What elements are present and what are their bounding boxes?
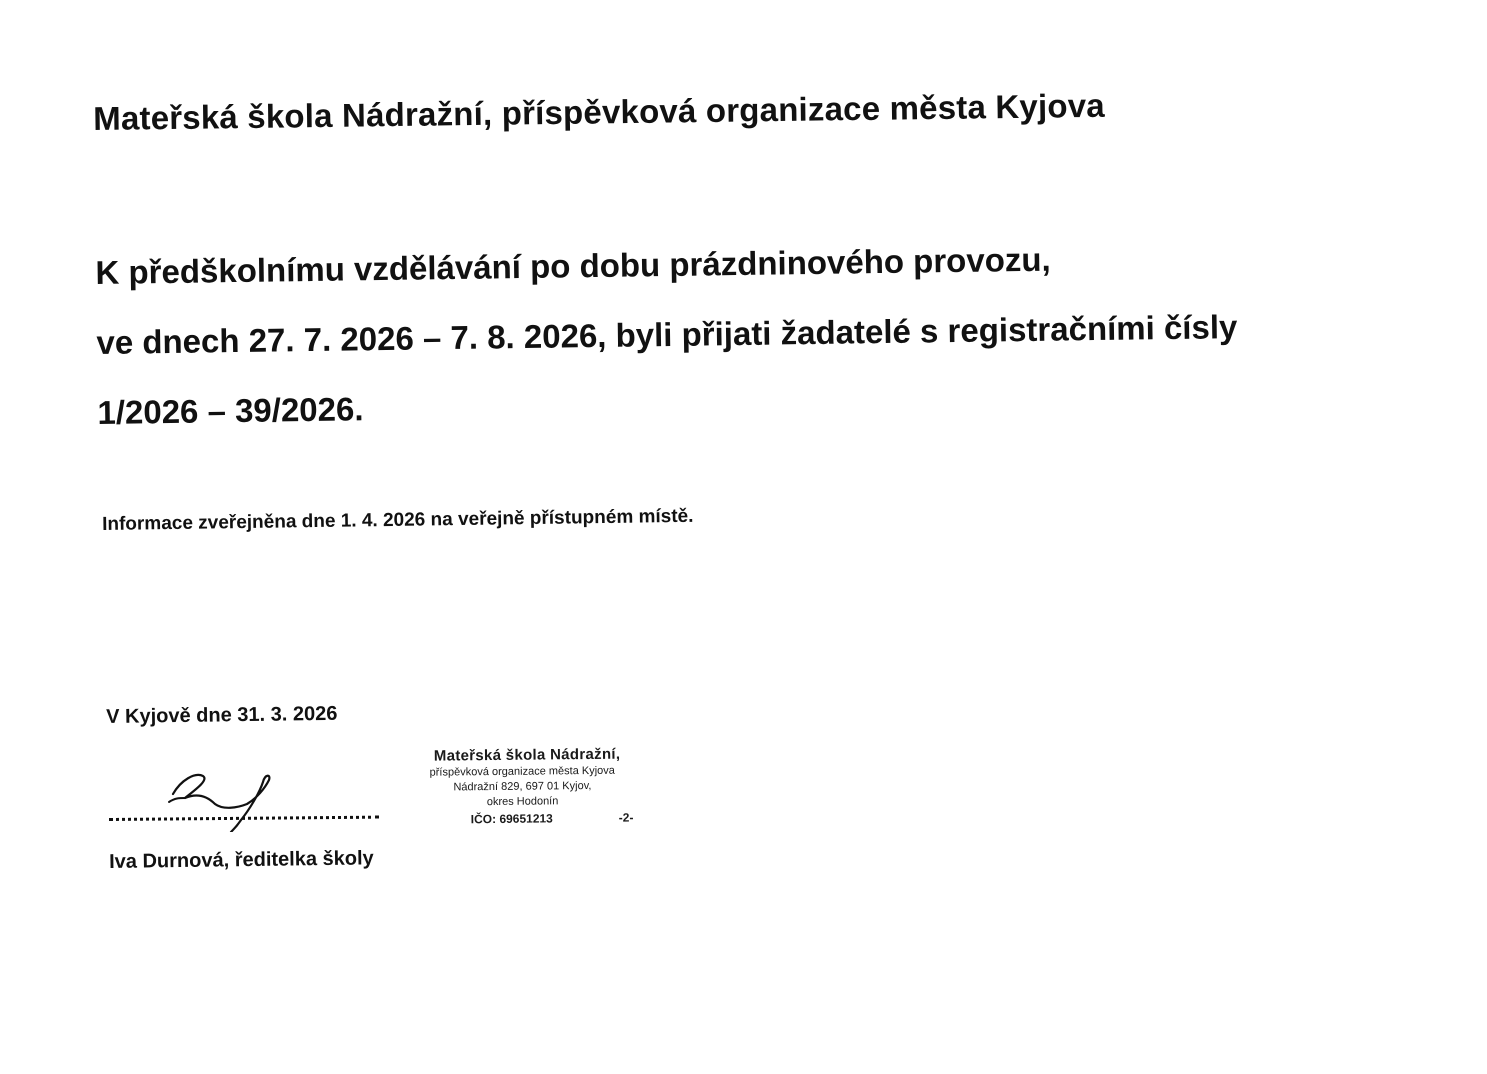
announcement-line: ve dnech 27. 7. 2026 – 7. 8. 2026, byli přijati žadatelé s registračními čísly — [96, 308, 1238, 361]
announcement-text — [95, 222, 1239, 448]
stamp-ico: IČO: 69651213 — [470, 811, 553, 827]
announcement-line: K předškolnímu vzdělávání po dobu prázdninového provozu, — [95, 240, 1051, 291]
stamp-number: -2- — [618, 810, 634, 825]
publication-note: Informace zveřejněna dne 1. 4. 2026 na veřejně přístupném místě. — [102, 505, 694, 535]
handwritten-signature — [165, 768, 285, 832]
announcement-line: 1/2026 – 39/2026. — [97, 390, 364, 431]
stamp-organization: příspěvková organizace města Kyjova — [429, 764, 615, 779]
stamp-address: Nádražní 829, 697 01 Kyjov, — [453, 779, 592, 794]
stamp-school-name: Mateřská škola Nádražní, — [433, 745, 621, 765]
organization-heading: Mateřská škola Nádražní, příspěvková organizace města Kyjova — [93, 86, 1106, 137]
signatory-name: Iva Durnová, ředitelka školy — [109, 847, 374, 873]
school-stamp — [398, 745, 649, 834]
place-and-date: V Kyjově dne 31. 3. 2026 — [106, 702, 338, 728]
stamp-district: okres Hodonín — [486, 795, 559, 809]
